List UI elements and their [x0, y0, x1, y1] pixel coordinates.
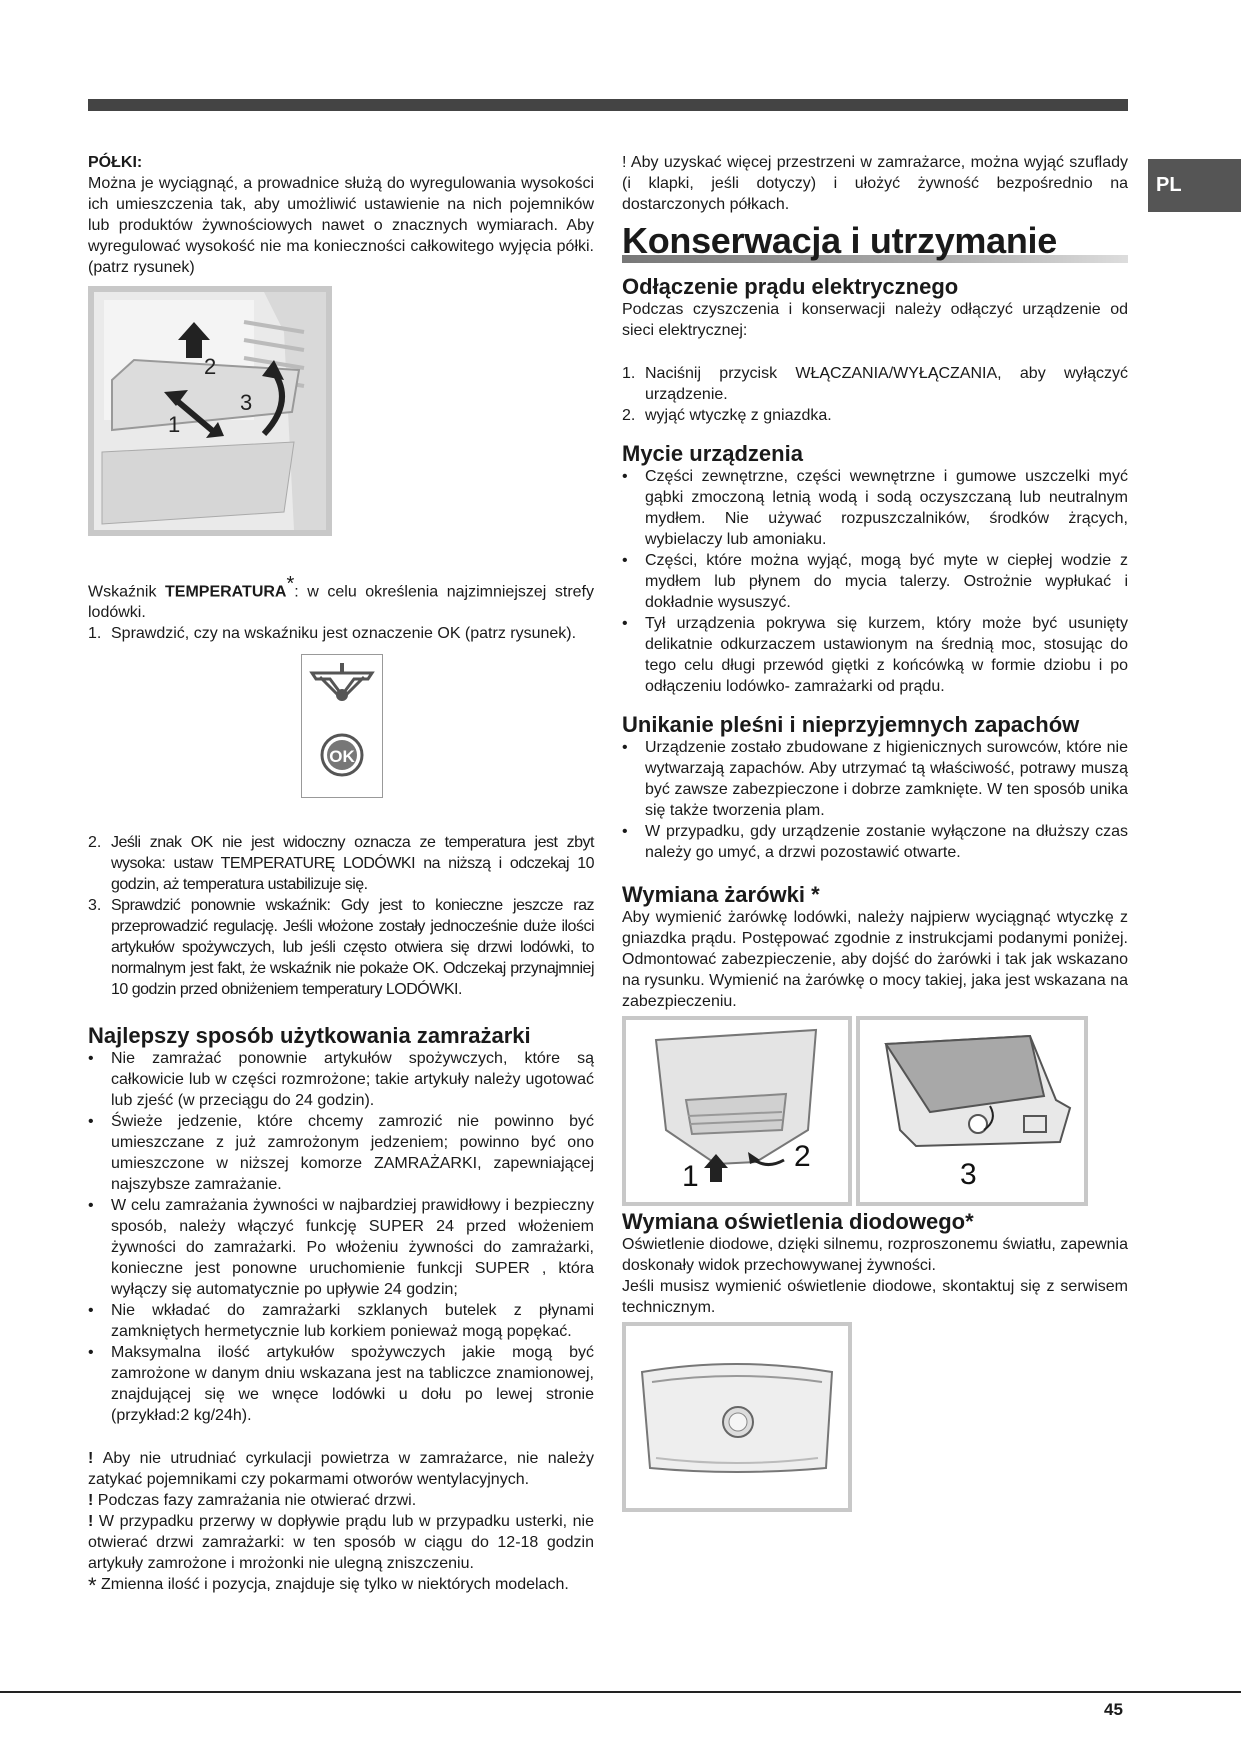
- temperature-indicator-figure: [301, 654, 383, 798]
- shelf-figure: [88, 286, 332, 536]
- list-item: • Świeże jedzenie, które chcemy zamrozić nie powinno być umieszczane z już zamrożonym jedzeniem; powinno być ono umieszczone w niższej komorze ZAMRAŻARKI, zapewniającej najszybsze zamrażanie.: [88, 1113, 594, 1194]
- freezer-title: Najlepszy sposób użytkowania zamrażarki: [88, 1023, 531, 1049]
- list-item: • Nie zamrażać ponownie artykułów spożywczych, które są całkowicie lub w części rozmrożone; takie artykuły należy ugotować lub zjeść (w przeciągu do 24 godzin).: [88, 1050, 594, 1110]
- temp-intro: Wskaźnik TEMPERATURA*: w celu określenia najzimniejszej strefy lodówki.: [88, 573, 594, 622]
- footnote: * Zmienna ilość i pozycja, znajduje się tylko w niektórych modelach.: [88, 1573, 569, 1599]
- mould-bullets: [622, 737, 1128, 863]
- bulb-cover-figure: [622, 1016, 852, 1206]
- shelf-illustration: [94, 292, 326, 530]
- temp-step-2: 2. Jeśli znak OK nie jest widoczny oznacza ze temperatura jest zbyt wysoka: ustaw TEMPERATURĘ LODÓWKI na niższą i odczekaj 10 godzin, aż temperatura ustabilizuje się.: [88, 834, 594, 894]
- washing-bullets: [622, 466, 1128, 697]
- list-item: • Części zewnętrzne, części wewnętrzne i gumowe uszczelki myć gąbki zmoczoną letnią wodą i sodą oczyszczaną lub neutralnym mydłem. Nie używać rozpuszczalników, środków żrących, wybielaczy lub amoniaku.: [622, 468, 1128, 548]
- right-column: [622, 152, 1128, 1512]
- freezer-notes: [88, 1448, 594, 1599]
- temp-step-1: 1. Sprawdzić, czy na wskaźniku jest oznaczenie OK (patrz rysunek).: [88, 625, 577, 643]
- temperature-indicator: [302, 655, 382, 797]
- led-illustration: [626, 1326, 848, 1508]
- bulb-cover-illustration: [626, 1020, 848, 1202]
- space-note: ! Aby uzyskać więcej przestrzeni w zamrażarce, można wyjąć szuflady (i klapki, jeśli dotyczy) i ułożyć żywność bezpośrednio na dostarczonych półkach.: [622, 154, 1128, 213]
- list-item: • Części, które można wyjąć, mogą być myte w ciepłej wodzie z mydłem lub płynem do mycia talerzy. Ostrożnie wypłukać i dokładnie wysuszyć.: [622, 552, 1128, 611]
- mould-title: Unikanie pleśni i nieprzyjemnych zapachów: [622, 712, 1080, 737]
- page-number: 45: [1104, 1700, 1123, 1719]
- bulb-figures: [622, 1016, 1128, 1206]
- led-text-2: Jeśli musisz wymienić oświetlenie diodowe, skontaktuj się z serwisem technicznym.: [622, 1278, 1128, 1316]
- ok-label: OK: [329, 747, 355, 767]
- list-item: • Urządzenie zostało zbudowane z higienicznych surowców, które nie wytwarzają zapachów. Aby utrzymać tą właściwość, potrawy muszą być zawsze zabezpieczone i dobrze zamknięte. W ten sposób unika się także tworzenia plam.: [622, 739, 1128, 819]
- led-figure: [622, 1322, 852, 1512]
- washing-title: Mycie urządzenia: [622, 441, 803, 466]
- list-item: • W przypadku, gdy urządzenie zostanie wyłączone na dłuższy czas należy go umyć, a drzwi pozostawić otwarte.: [622, 823, 1128, 861]
- power-title: Odłączenie prądu elektrycznego: [622, 274, 959, 299]
- thermometer-icon: [336, 689, 348, 701]
- bulb-open-figure: [856, 1016, 1088, 1206]
- bottom-rule: [0, 1691, 1241, 1693]
- note: ! Podczas fazy zamrażania nie otwierać drzwi.: [88, 1492, 417, 1510]
- list-item: • Tył urządzenia pokrywa się kurzem, który może być usunięty delikatnie odkurzaczem ustawionym na średnią moc, stosując do tego celu długi przewód giętki z końcówką w formie dziobu i po odłączeniu lodówko- zamrażarki od prądu.: [622, 615, 1128, 695]
- shelf-label-2: 2: [204, 354, 217, 379]
- list-item: • W celu zamrażania żywności w najbardziej prawidłowy i bezpieczny sposób, należy włączyć funkcję SUPER 24 przed włożeniem żywności do zamrażarki. Po włożeniu żywności do zamrażarki, konieczne jest ponowne uruchomienie funkcji SUPER , która wyłączy się automatycznie po upływie 24 godzin;: [88, 1197, 594, 1299]
- power-step-1: 1. Naciśnij przycisk WŁĄCZANIA/WYŁĄCZANIA, aby wyłączyć urządzenie.: [622, 365, 1128, 403]
- shelf-label-1: 1: [168, 412, 181, 437]
- bulb-label-2: 2: [794, 1140, 811, 1173]
- bulb-open-illustration: [860, 1020, 1084, 1202]
- shelves-text: Można je wyciągnąć, a prowadnice służą do wyregulowania wysokości ich umieszczenia tak, aby umożliwić ustawienie na nich pojemników lub produktów żywnościowych nawet o znacznych wymiarach. Aby wyregulować wysokość nie ma konieczności całkowitego wyjęcia półki. (patrz rysunek): [88, 175, 594, 276]
- led-text-1: Oświetlenie diodowe, dzięki silnemu, rozproszonemu światłu, zapewnia doskonały widok przechowywanej żywności.: [622, 1236, 1128, 1274]
- list-item: • Nie wkładać do zamrażarki szklanych butelek z płynami zamkniętych hermetycznie lub korkiem ponieważ mogą popękać.: [88, 1302, 594, 1341]
- freezer-bullets: [88, 1048, 594, 1426]
- bulb-label-3: 3: [960, 1158, 977, 1191]
- temp-step-3: 3. Sprawdzić ponownie wskaźnik: Gdy jest to konieczne jeszcze raz przeprowadzić regulację. Jeśli włożone zostały jednocześnie duże ilości artykułów spożywczych, lub jeśli często otwiera się drzwi lodówki, to normalnym jest fakt, że wskaźnik nie pokaże OK. Odczekaj przynajmniej 10 godzin przed obniżeniem temperatury LODÓWKI.: [88, 897, 594, 999]
- shelves-title: PÓŁKI:: [88, 154, 143, 171]
- bulb-text: Aby wymienić żarówkę lodówki, należy najpierw wyciągnąć wtyczkę z gniazdka prądu. Postępować zgodnie z instrukcjami podanymi poniżej. Odmontować zabezpieczenie, aby dojść do żarówki i tak jak wskazano na rysunku. Wymienić na żarówkę o mocy takiej, jaka jest wskazana na zabezpieczeniu.: [622, 909, 1128, 1010]
- led-title: Wymiana oświetlenia diodowego*: [622, 1209, 974, 1234]
- bulb-label-1: 1: [682, 1160, 699, 1193]
- power-step-2: 2. wyjąć wtyczkę z gniazdka.: [622, 407, 832, 424]
- bulb-title: Wymiana żarówki *: [622, 882, 820, 907]
- top-rule: [88, 99, 1128, 111]
- left-column: [88, 152, 594, 1599]
- language-tab: PL: [1148, 159, 1241, 212]
- note: ! Aby nie utrudniać cyrkulacji powietrza w zamrażarce, nie należy zatykać pojemnikami czy pokarmami otworów wentylacyjnych.: [88, 1450, 594, 1489]
- power-text: Podczas czyszczenia i konserwacji należy odłączyć urządzenie od sieci elektrycznej:: [622, 301, 1128, 339]
- note: ! W przypadku przerwy w dopływie prądu lub w przypadku usterki, nie otwierać drzwi zamrażarki: w ten sposób w ciągu do 12-18 godzin artykuły zamrożone i mrożonki nie ulegną zniszczeniu.: [88, 1513, 594, 1573]
- list-item: • Maksymalna ilość artykułów spożywczych jakie mogą być zamrożone w danym dniu wskazana jest na tabliczce znamionowej, znajdującej się we wnęce lodówki u dołu po lewej stronie (przykład:2 kg/24h).: [88, 1344, 594, 1425]
- temp-keyword: TEMPERATURA: [165, 583, 287, 601]
- main-heading: [622, 221, 1128, 273]
- shelf-label-3: 3: [240, 390, 253, 415]
- page-title: Konserwacja i utrzymanie: [622, 220, 1057, 261]
